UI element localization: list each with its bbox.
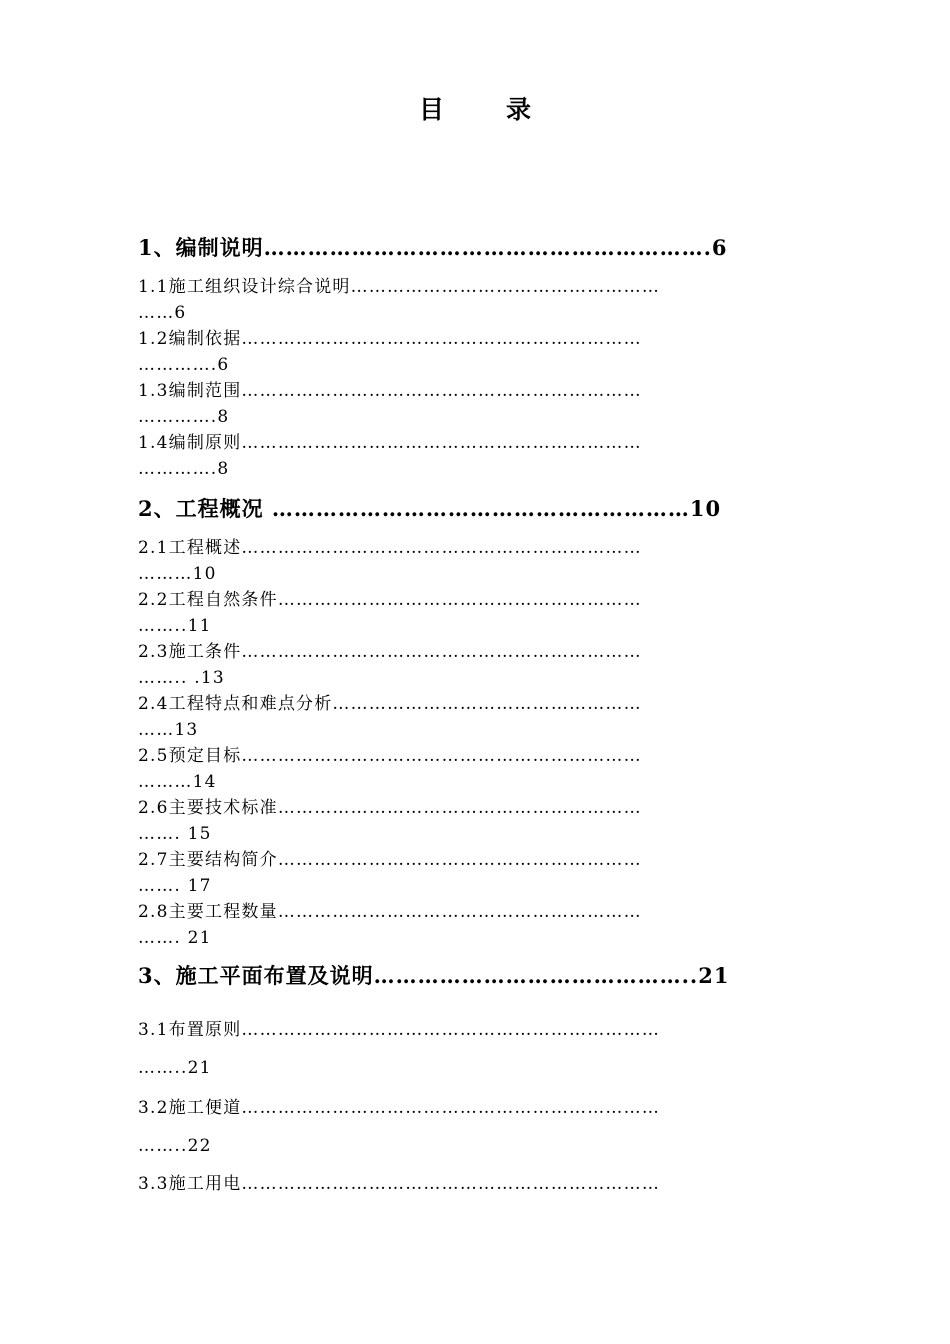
toc-entry-2-3[interactable]: 2.3施工条件………………………………………………………… [138,642,642,662]
toc-entry-2-4[interactable]: 2.4工程特点和难点分析…………………………………………… [138,694,642,714]
toc-section-3[interactable]: 3、施工平面布置及说明……………………………………..21 [138,963,730,988]
toc-entry-2-2-page: ……..11 [138,616,212,636]
toc-entry-2-5-page: ………14 [138,772,217,792]
toc-entry-2-6[interactable]: 2.6主要技术标准…………………………………………………… [138,798,642,818]
toc-entry-1-3[interactable]: 1.3编制范围………………………………………………………… [138,381,642,401]
toc-entry-2-5[interactable]: 2.5预定目标………………………………………………………… [138,746,642,766]
toc-entry-2-6-page: ……. 15 [138,824,212,844]
toc-entry-1-1-page: ……6 [138,303,187,323]
toc-entry-3-3[interactable]: 3.3施工用电…………………………………………………………… [138,1174,661,1194]
title-char-1: 目 [418,95,444,124]
toc-entry-1-3-page: ………….8 [138,407,230,427]
toc-entry-3-1-page: ……..21 [138,1058,212,1078]
toc-entry-2-8[interactable]: 2.8主要工程数量…………………………………………………… [138,902,642,922]
toc-entry-2-8-page: ……. 21 [138,928,212,948]
toc-entry-2-7[interactable]: 2.7主要结构简介…………………………………………………… [138,850,642,870]
page-title [0,92,950,128]
toc-entry-3-2[interactable]: 3.2施工便道…………………………………………………………… [138,1098,661,1118]
toc-entry-2-7-page: ……. 17 [138,876,212,896]
toc-entry-2-2[interactable]: 2.2工程自然条件…………………………………………………… [138,590,642,610]
toc-entry-1-1[interactable]: 1.1施工组织设计综合说明…………………………………………… [138,277,661,297]
title-char-2: 录 [506,95,532,124]
toc-entry-1-2[interactable]: 1.2编制依据………………………………………………………… [138,329,642,349]
toc-entry-2-4-page: ……13 [138,720,199,740]
toc-entry-2-1-page: ………10 [138,564,217,584]
toc-entry-3-1[interactable]: 3.1布置原则…………………………………………………………… [138,1020,661,1040]
toc-entry-1-4-page: ………….8 [138,459,230,479]
toc-entry-3-2-page: ……..22 [138,1136,212,1156]
toc-entry-2-3-page: …….. .13 [138,668,225,688]
toc-entry-1-2-page: ………….6 [138,355,230,375]
toc-section-1[interactable]: 1、编制说明…………………………………………………….6 [138,235,728,260]
toc-entry-1-4[interactable]: 1.4编制原则………………………………………………………… [138,433,642,453]
toc-section-2[interactable]: 2、工程概况 …………………………………………………10 [138,496,722,521]
toc-entry-2-1[interactable]: 2.1工程概述………………………………………………………… [138,538,642,558]
